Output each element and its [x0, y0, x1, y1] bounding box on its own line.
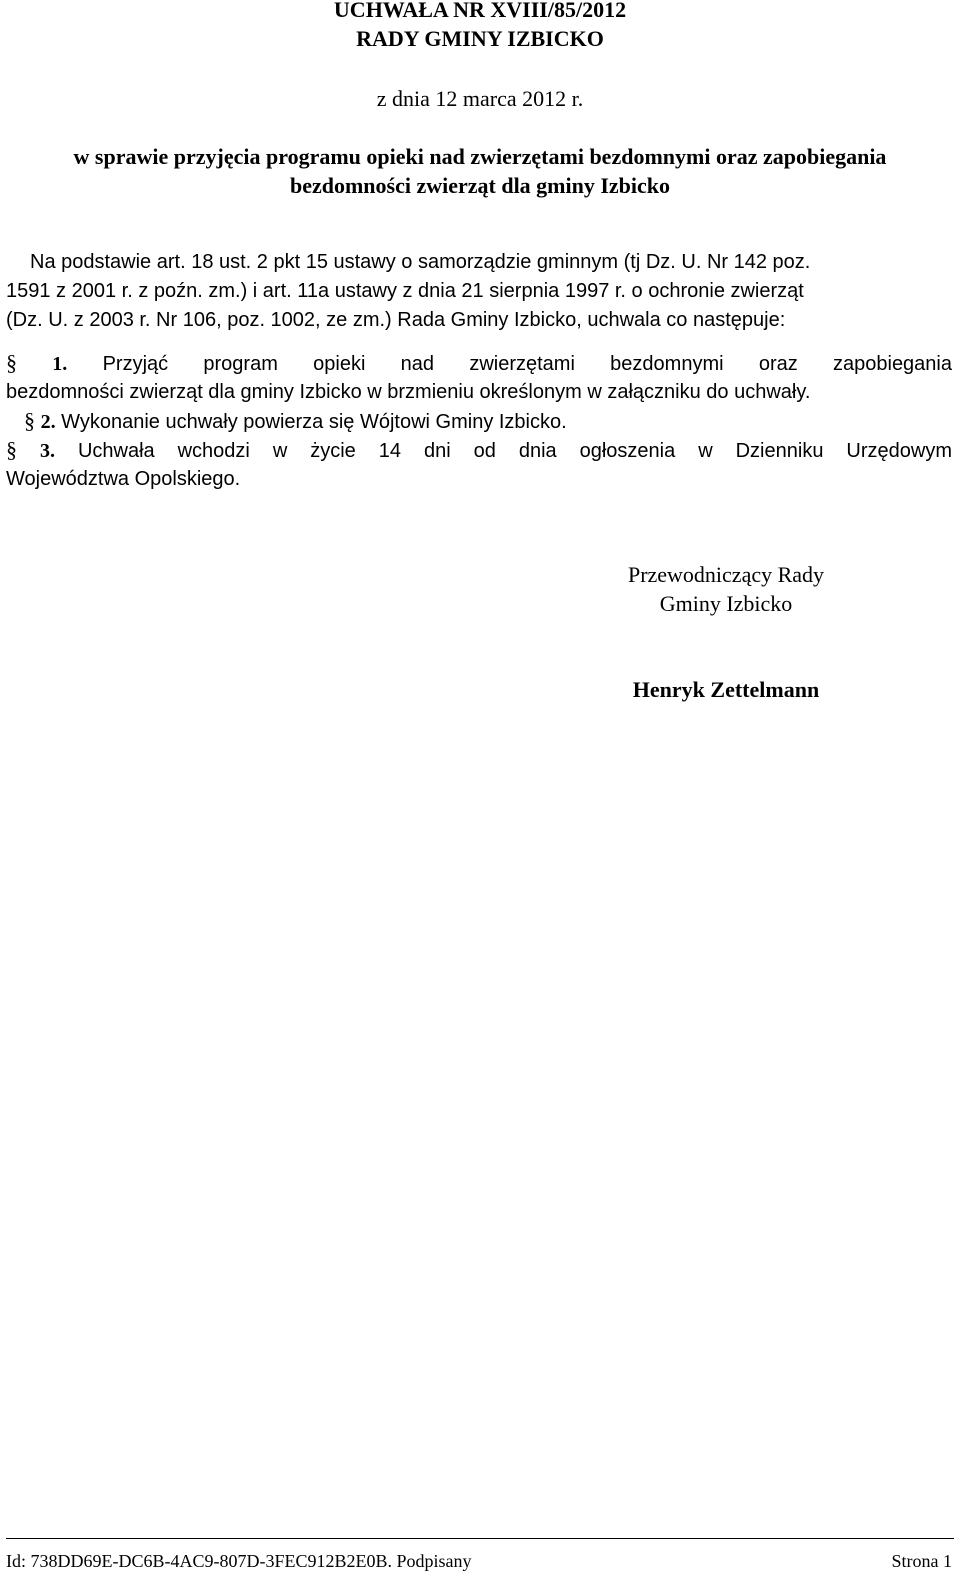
section-2-line-1 — [6, 406, 952, 437]
preamble-line-3: (Dz. U. z 2003 r. Nr 106, poz. 1002, ze zm.) Rada Gminy Izbicko, uchwala co następuje: — [6, 309, 786, 331]
section-2-text-1: Wykonanie uchwały powierza się Wójtowi Gminy Izbicko. — [61, 411, 567, 433]
footer-document-id: Id: 738DD69E-DC6B-4AC9-807D-3FEC912B2E0B. Podpisany — [6, 1551, 472, 1571]
resolution-date: z dnia 12 marca 2012 r. — [376, 86, 584, 111]
section-sign: § — [24, 408, 35, 433]
section-3-text-1: Uchwała wchodzi w życie 14 dni od dnia ogłoszenia w Dzienniku Urzędowym — [77, 440, 952, 462]
preamble-line-1: Na podstawie art. 18 ust. 2 pkt 15 ustawy o samorządzie gminnym (tj Dz. U. Nr 142 poz. — [30, 251, 811, 273]
section-2-number: 2. — [40, 411, 56, 433]
section-3-line-1 — [6, 435, 952, 466]
signatory-name: Henryk Zettelmann — [632, 677, 820, 702]
section-1-line-1 — [6, 348, 952, 379]
section-1-number: 1. — [52, 353, 68, 375]
section-1-line-2: bezdomności zwierząt dla gminy Izbicko w brzmieniu określonym w załączniku do uchwały. — [6, 381, 811, 403]
section-3-line-2: Województwa Opolskiego. — [6, 468, 241, 490]
resolution-title: UCHWAŁA NR XVIII/85/2012 — [333, 0, 627, 22]
section-1-text-1: Przyjąć program opieki nad zwierzętami bezdomnymi oraz zapobiegania — [102, 353, 952, 375]
subject-line-1: w sprawie przyjęcia programu opieki nad zwierzętami bezdomnymi oraz zapobiegania — [73, 144, 887, 169]
footer-divider — [6, 1538, 954, 1539]
signatory-role-line-2: Gminy Izbicko — [659, 591, 793, 616]
preamble-line-2: 1591 z 2001 r. z poźn. zm.) i art. 11a ustawy z dnia 21 sierpnia 1997 r. o ochronie zwierząt — [6, 280, 804, 302]
footer-page-number: Strona 1 — [891, 1551, 952, 1571]
section-sign: § — [6, 437, 17, 462]
signatory-role-line-1: Przewodniczący Rady — [627, 562, 825, 587]
council-name: RADY GMINY IZBICKO — [356, 26, 604, 51]
section-sign: § — [6, 350, 17, 375]
section-3-number: 3. — [39, 440, 55, 462]
subject-line-2: bezdomności zwierząt dla gminy Izbicko — [289, 173, 671, 198]
